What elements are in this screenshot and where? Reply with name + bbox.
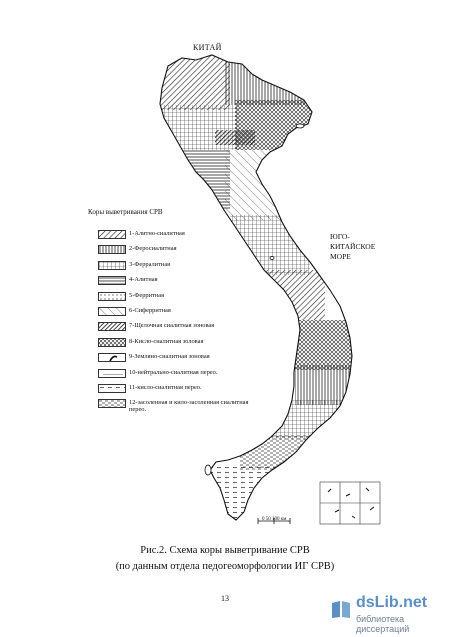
legend-swatch	[98, 230, 126, 239]
legend-swatch	[98, 261, 126, 270]
legend-swatch	[98, 338, 126, 347]
legend-label: 9-Земляно-сиалитная зоновая	[129, 353, 210, 361]
legend-swatch	[98, 399, 126, 408]
offshore-grid	[320, 482, 380, 524]
legend-label: 1-Алитно-сиалитная	[129, 230, 185, 237]
legend-label: 11-кисло-сиалитная перео.	[129, 383, 202, 391]
legend-swatch	[98, 322, 126, 331]
legend-label: 8-Кисло-сиалитная золовая	[129, 337, 204, 345]
label-china: КИТАЙ	[193, 43, 222, 52]
legend-label: 3-Ферралитная	[129, 260, 171, 268]
legend-label: 12-засоленная и кило-засоленная сиалитная перео.	[129, 399, 249, 414]
legend-item	[98, 353, 258, 368]
map-legend	[98, 230, 258, 419]
legend-item	[98, 384, 258, 399]
legend-item	[98, 399, 258, 419]
legend-item	[98, 276, 258, 291]
legend-swatch	[98, 353, 126, 362]
legend-swatch	[98, 307, 126, 316]
legend-swatch	[98, 292, 126, 301]
scale-label: 0 50 100 км	[262, 517, 287, 522]
legend-item	[98, 292, 258, 307]
legend-title: Коры выветривания СРВ	[88, 208, 163, 216]
book-logo-icon	[330, 598, 352, 620]
legend-item	[98, 322, 258, 337]
legend-swatch	[98, 276, 126, 285]
legend-item	[98, 338, 258, 353]
watermark-subtitle: библиотека диссертаций	[356, 614, 410, 634]
label-south-china-sea: ЮГО- КИТАЙСКОЕ МОРЕ	[330, 232, 376, 261]
legend-swatch	[98, 369, 126, 378]
legend-item	[98, 230, 258, 245]
legend-label: 6-Сиферритная	[129, 306, 171, 314]
legend-swatch	[98, 384, 126, 393]
watermark-name: dsLib.net	[356, 594, 428, 611]
legend-label: 10-нейтрально-сиалитная перео.	[129, 368, 218, 376]
legend-label: 5-Ферритная	[129, 291, 165, 299]
legend-label: 7-Щелочная сиалитная зоновая	[129, 322, 215, 330]
page-number: 13	[221, 594, 229, 603]
legend-item	[98, 369, 258, 384]
legend-label: 2-Феросиалитная	[129, 245, 177, 253]
watermark	[330, 594, 445, 634]
legend-item	[98, 307, 258, 322]
figure-caption: Рис.2. Схема коры выветривание СРВ	[140, 545, 310, 556]
legend-label: 4-Алитная	[129, 276, 158, 284]
legend-item	[98, 245, 258, 260]
figure-source: (по данным отдела педогеоморфологии ИГ СРВ)	[115, 561, 335, 572]
legend-item	[98, 261, 258, 276]
legend-swatch	[98, 245, 126, 254]
